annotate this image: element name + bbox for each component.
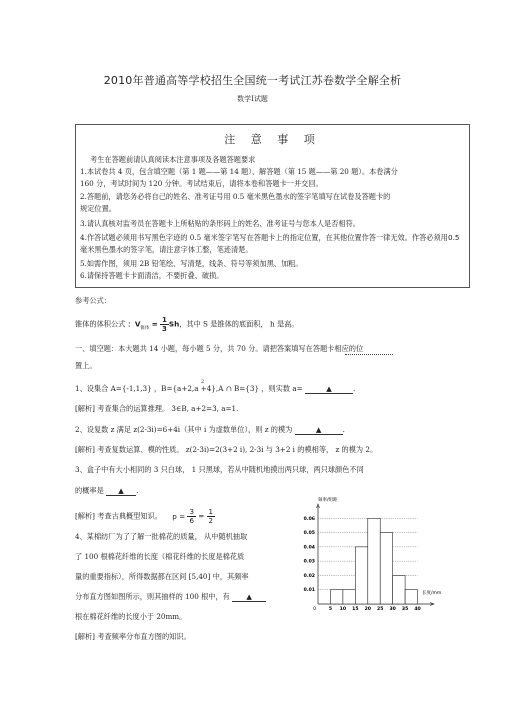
y-tick-label: 0.01	[303, 588, 315, 594]
x-tick-label: 5	[328, 607, 333, 612]
x-tick-label: 25	[377, 607, 384, 612]
notice-line: 1.本试卷共 4 页，包含填空题（第 1 题——第 14 题）、解答题（第 15 题——第 20 题）。本卷满分	[80, 167, 398, 176]
fraction-denominator: 3	[162, 325, 167, 333]
q1-superscript: 2	[201, 379, 205, 385]
q4-line: 量的重要指标），所得数据都在区间 [5,40] 中，其频率	[75, 572, 249, 581]
q3-line1: 3、盒子中有大小相同的 3 只白球， 1 只黑球，若从中随机地摸出两只球，两只球颜色不同	[75, 465, 364, 474]
y-tick-label: 0.03	[303, 559, 315, 565]
histogram-bar	[355, 547, 367, 604]
question-1	[75, 384, 355, 394]
reference-formula-label: 参考公式：	[75, 296, 111, 305]
fraction-numerator: 1	[208, 508, 213, 516]
y-axis-label: 频率/组距	[318, 498, 338, 503]
y-tick-label: 0.05	[303, 531, 315, 537]
formula-v: ：V	[127, 319, 141, 329]
notice-box	[75, 124, 470, 288]
notice-line: 2.答题前，请您务必将自己的姓名、准考证号用 0.5 毫米黑色墨水的签字笔填写在试卷及答题卡的	[80, 192, 391, 201]
frequency-histogram	[282, 496, 442, 614]
q3-end: .	[136, 486, 139, 495]
q4-line-with-blank	[75, 592, 266, 602]
formula-sh: Sh	[168, 319, 180, 329]
y-tick-label: 0.04	[303, 545, 315, 551]
fraction-numerator: 1	[162, 316, 167, 324]
q3-line2: 的概率是	[75, 486, 104, 495]
notice-line: 0.5	[448, 233, 460, 242]
section-heading: 一、填空题：本大题共 14 小题，每小题 5 分，共 70 分。请把答案填写在答题卡相应的位	[75, 344, 364, 353]
fraction-denominator: 6	[189, 517, 194, 525]
q3-analysis-row: [解析] 考查古典概型知识。 p = $\frac{3}{6}$ = $\frac{1}{2}$	[75, 508, 213, 525]
q2-text: 2、设复数 z 满足 z(2-3i)=6+4i（其中 i 为虚数单位），则 z 的模为	[75, 425, 293, 434]
notice-line: 规定位置。	[80, 204, 116, 213]
cone-volume-formula	[75, 316, 299, 335]
q2-analysis: [解析] 考查复数运算、模的性质。 z(2-3i)=2(3+2 i), 2-3i 与 3+2 i 的模相等， z 的模为 2。	[75, 445, 378, 454]
q1-answer-blank[interactable]: ▲	[305, 384, 353, 394]
x-tick-label: 15	[352, 607, 359, 612]
q4-answer-blank[interactable]: ▲	[232, 592, 266, 602]
origin-label: 0	[313, 607, 316, 612]
x-axis-label: 长度/mm	[422, 591, 442, 596]
q3-fraction-1	[187, 508, 195, 525]
q2-answer-blank[interactable]: ▲	[295, 425, 343, 435]
fraction-denominator: 2	[208, 517, 213, 525]
x-tick-label: 30	[389, 607, 396, 612]
notice-line: 3.请认真核对监考员在答题卡上所粘贴的条形码上的姓名、准考证号与您本人是否相符。	[80, 219, 360, 228]
q1-text: 1、设集合 A={-1,1,3} ，B={a+2,a +4},A ∩ B={3} ，则实数 a=	[75, 384, 303, 393]
histogram-bar	[368, 518, 380, 604]
x-tick-label: 35	[401, 607, 409, 612]
notice-line: 6.请保持答题卡卡面清洁，不要折叠、破损。	[80, 271, 224, 280]
notice-intro: 考生在答题前请认真阅读本注意事项及各题答题要求	[90, 155, 256, 164]
dotted-underline	[345, 354, 393, 355]
q4-line: 分布直方图如图所示，则其抽样的 100 根中，有	[75, 592, 230, 601]
q4-line: 4、某棉纺厂为了了解一批棉花的质量， 从中随机抽取	[75, 532, 248, 541]
histogram-bar	[380, 533, 392, 604]
x-tick-label: 10	[339, 607, 347, 612]
question-3-cont	[75, 486, 138, 496]
notice-line: 160 分，考试时间为 120 分钟。考试结束后，请将本卷和答题卡一并交回。	[80, 179, 323, 188]
q3-fraction-2	[207, 508, 215, 525]
q4-analysis: [解析] 考查频率分布直方图的知识。	[75, 632, 191, 641]
formula-prefix: 锥体的体积公式	[75, 319, 126, 329]
notice-heading: 注 意 事 项	[224, 133, 321, 146]
q1-end: .	[352, 384, 356, 393]
x-tick-label: 20	[364, 607, 371, 612]
q4-line: 根在棉花纤维的长度小于 20mm。	[75, 612, 187, 621]
q4-line: 了 100 根棉花纤维的长度（棉花纤维的长度是棉花质	[75, 552, 245, 561]
formula-sub: 锥体	[140, 325, 150, 331]
q3-analysis: [解析] 考查古典概型知识。	[75, 511, 162, 521]
histogram-bar	[330, 590, 342, 604]
fraction-numerator: 3	[189, 508, 194, 516]
histogram-bar	[393, 575, 405, 604]
q1-analysis: [解析] 考查集合的运算推理。 3∈B, a+2=3, a=1.	[75, 404, 239, 413]
y-tick-label: 0.06	[303, 516, 315, 522]
formula-eq: =	[151, 319, 158, 329]
histogram-bar	[343, 590, 355, 604]
q2-end: .	[342, 425, 345, 434]
x-tick-label: 40	[414, 607, 421, 612]
notice-line: 4.作答试题必须用书写黑色字迹的 0.5 毫米签字笔写在答题卡上的指定位置，在其他位置作答一律无效。作答必须用	[80, 233, 448, 242]
question-2	[75, 425, 345, 435]
histogram-bar	[405, 590, 417, 604]
document-subtitle: 数学Ⅰ试题	[237, 95, 268, 103]
formula-suffix: ，其中 S 是锥体的底面积， h 是高。	[179, 319, 299, 329]
q3-answer-blank[interactable]: ▲	[106, 486, 136, 496]
notice-line: 5.如需作图，须用 2B 铅笔绘、写清楚，线条、符号等须加黑、加粗。	[80, 259, 303, 268]
y-tick-label: 0.02	[303, 573, 315, 579]
q3-p: p =	[172, 511, 186, 521]
formula-fraction	[160, 316, 169, 333]
document-title: 2010年普通高等学校招生全国统一考试江苏卷数学全解全析	[103, 74, 402, 87]
notice-line: 毫米黑色墨水的签字笔，请注意字体工整，笔迹清楚。	[80, 245, 253, 254]
section-heading-cont: 置上。	[75, 361, 97, 370]
